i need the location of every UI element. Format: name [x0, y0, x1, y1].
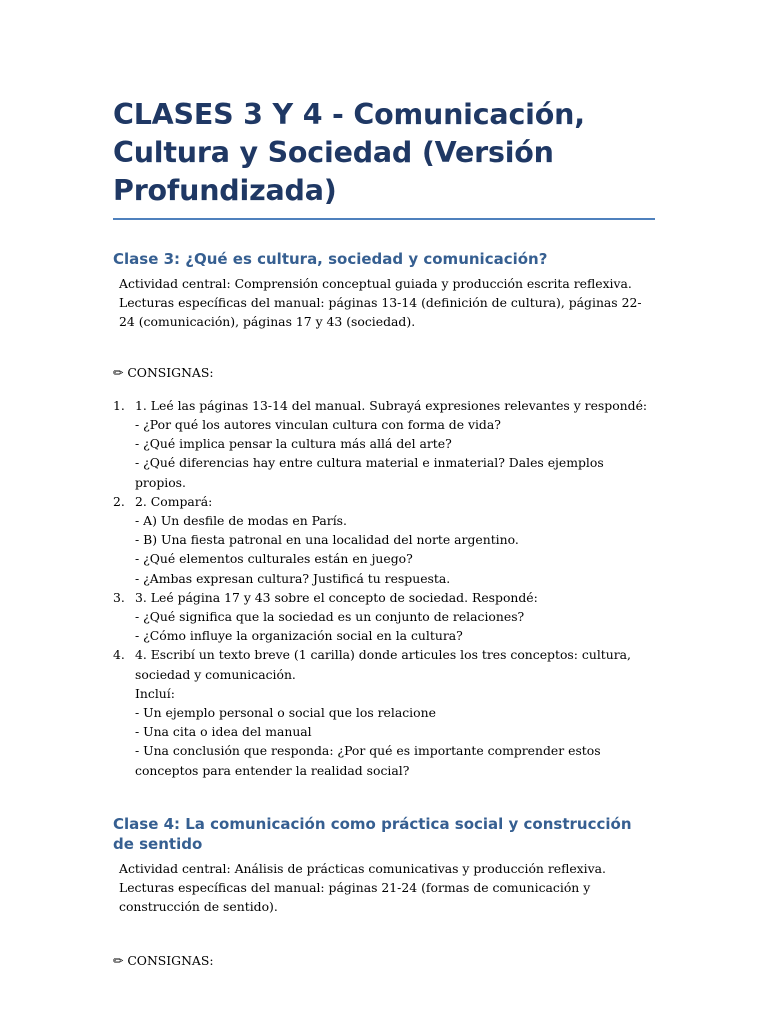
task-subitem: - ¿Ambas expresan cultura? Justificá tu respuesta.	[135, 570, 451, 586]
task-subitem: Incluí:	[135, 685, 175, 701]
task-subitem: - Una conclusión que responda: ¿Por qué es importante comprender estos conceptos para entender la realidad social?	[135, 743, 601, 778]
task-subitem: - ¿Cómo influye la organización social en la cultura?	[135, 628, 463, 644]
task-text: 2. Compará:	[135, 493, 213, 509]
clase3-actividad: Actividad central: Comprensión conceptual guiada y producción escrita reflexiva.	[119, 276, 632, 291]
task-item	[113, 492, 655, 588]
task-number: 3.	[113, 589, 125, 605]
task-subitem: - Un ejemplo personal o social que los relacione	[135, 705, 436, 721]
clase4-heading: Clase 4: La comunicación como práctica social y construcción de sentido	[113, 814, 632, 853]
document-title: CLASES 3 Y 4 - Comunicación, Cultura y Sociedad (Versión Profundizada)	[113, 96, 655, 220]
clase3-task-list	[113, 396, 655, 780]
task-item	[113, 396, 655, 492]
task-subitem: - ¿Qué implica pensar la cultura más allá del arte?	[135, 436, 452, 452]
task-number: 4.	[113, 647, 125, 663]
clase3-consignas-label: ✏ CONSIGNAS:	[113, 364, 214, 380]
task-subitem: - ¿Qué elementos culturales están en juego?	[135, 551, 413, 567]
clase4-consignas-label: ✏ CONSIGNAS:	[113, 953, 214, 969]
clase4-lecturas: Lecturas específicas del manual: páginas 21-24 (formas de comunicación y construcción de sentido).	[119, 880, 591, 915]
task-subitem: - A) Un desfile de modas en París.	[135, 513, 347, 529]
task-item	[113, 645, 655, 779]
task-number: 2.	[113, 493, 125, 509]
clase4-actividad: Actividad central: Análisis de prácticas comunicativas y producción reflexiva.	[119, 860, 606, 876]
task-text: 3. Leé página 17 y 43 sobre el concepto de sociedad. Respondé:	[135, 589, 538, 605]
document-page	[113, 96, 655, 971]
clase3-intro	[113, 274, 655, 332]
task-subitem: - ¿Por qué los autores vinculan cultura con forma de vida?	[135, 417, 501, 433]
task-subitem: - ¿Qué diferencias hay entre cultura material e inmaterial? Dales ejemplos propios.	[135, 455, 604, 490]
task-text: 1. Leé las páginas 13-14 del manual. Subrayá expresiones relevantes y respondé:	[135, 397, 648, 413]
task-subitem: - Una cita o idea del manual	[135, 724, 312, 740]
clase4-intro	[113, 859, 655, 917]
task-subitem: - B) Una fiesta patronal en una localidad del norte argentino.	[135, 532, 519, 548]
clase3-heading: Clase 3: ¿Qué es cultura, sociedad y comunicación?	[113, 250, 548, 268]
task-item	[113, 588, 655, 646]
clase3-lecturas: Lecturas específicas del manual: páginas 13-14 (definición de cultura), páginas 22-24 (comunicación), páginas 17 y 43 (sociedad).	[119, 295, 642, 330]
task-number: 1.	[113, 397, 125, 413]
task-subitem: - ¿Qué significa que la sociedad es un conjunto de relaciones?	[135, 609, 525, 625]
task-text: 4. Escribí un texto breve (1 carilla) donde articules los tres conceptos: cultura, sociedad y comunicación.	[135, 647, 631, 682]
